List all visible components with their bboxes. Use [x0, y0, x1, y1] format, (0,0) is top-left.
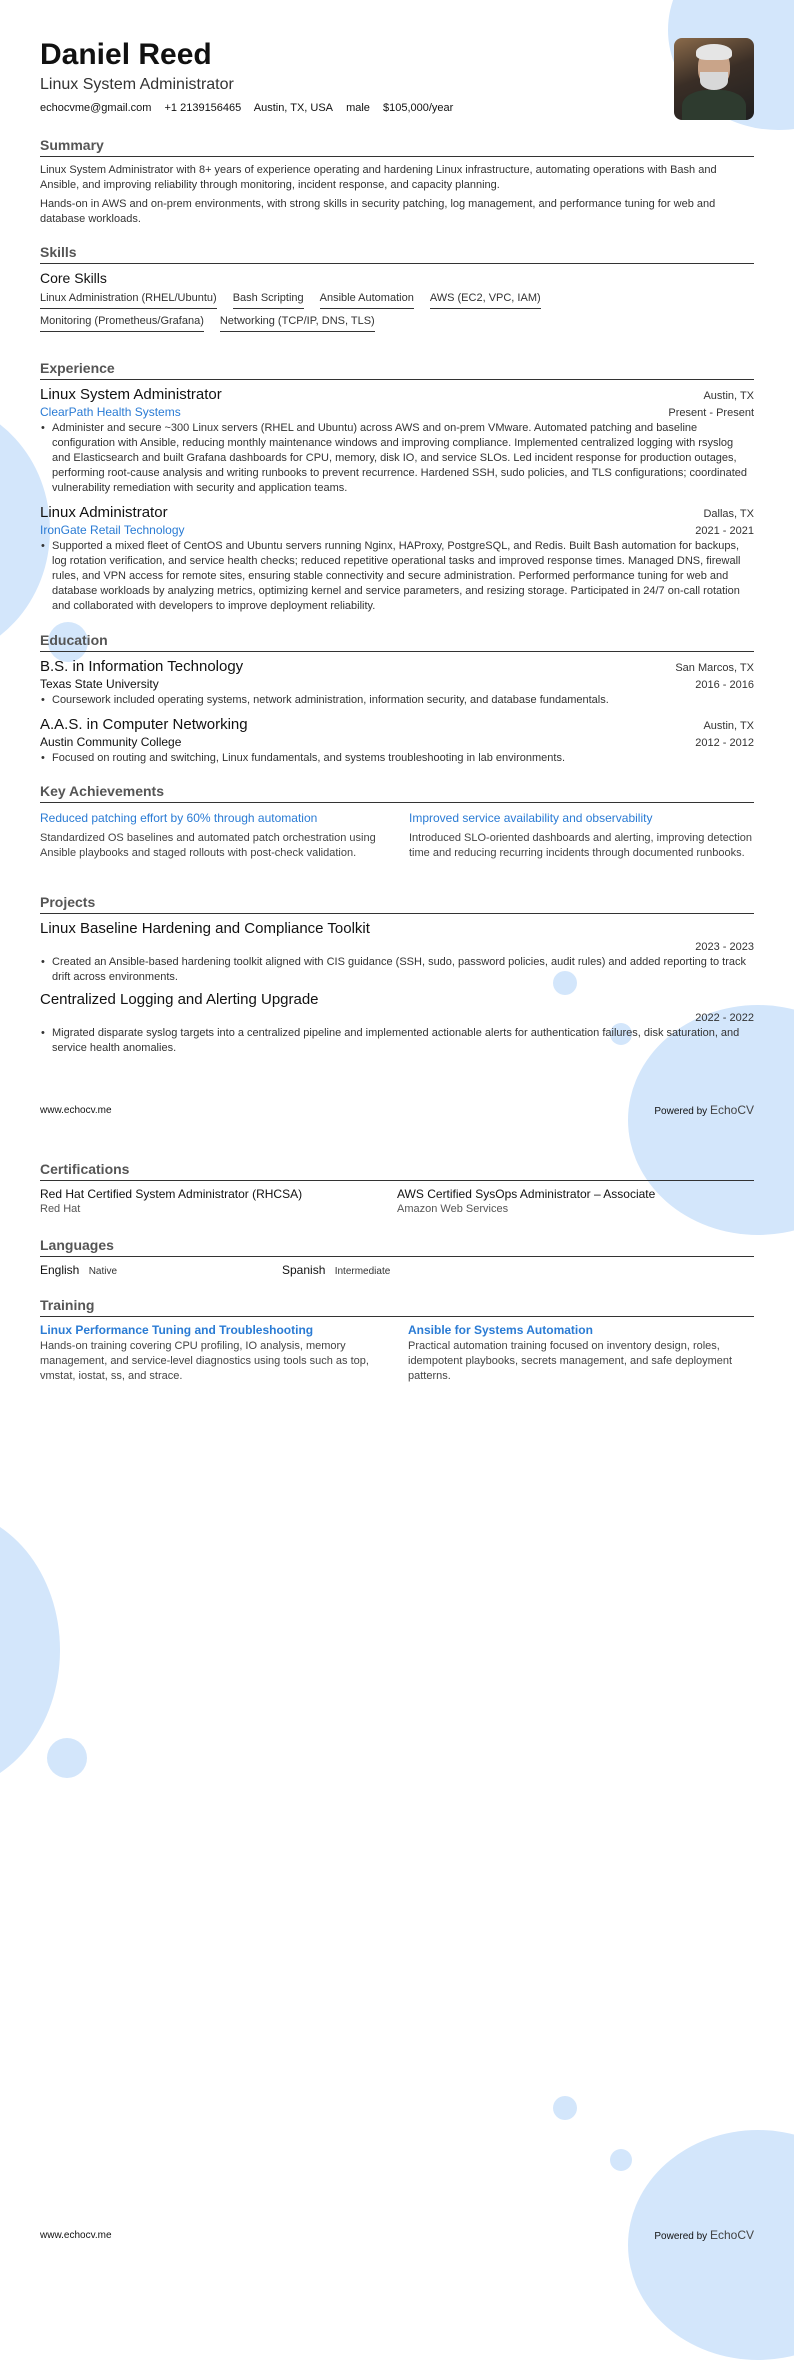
- achievement-title: Reduced patching effort by 60% through automation: [40, 811, 318, 825]
- job-location: Dallas, TX: [703, 508, 754, 520]
- section-title-summary: Summary: [40, 137, 754, 157]
- powered-by-label: Powered by: [654, 2231, 708, 2242]
- resume-header: [40, 38, 754, 114]
- job-dates: 2021 - 2021: [695, 525, 754, 537]
- project-title: Linux Baseline Hardening and Compliance Toolkit: [40, 920, 370, 937]
- section-title-projects: Projects: [40, 894, 754, 914]
- training-item: [408, 1323, 754, 1384]
- training-title: Linux Performance Tuning and Troubleshooting: [40, 1323, 314, 1337]
- language-level: Native: [88, 1266, 118, 1277]
- achievement-item: [40, 811, 385, 861]
- project-bullet: • Migrated disparate syslog targets into a centralized pipeline and implemented actionable alerts for authentication failures, disk saturation, and service health anomalies.: [40, 1026, 754, 1056]
- skills-section: [40, 244, 754, 332]
- language-item: [282, 1263, 524, 1277]
- certifications-grid: [40, 1187, 754, 1215]
- project-entry: [40, 920, 754, 985]
- education-degree: B.S. in Information Technology: [40, 658, 244, 675]
- skill-chip: Monitoring (Prometheus/Grafana): [40, 315, 204, 332]
- project-title: Centralized Logging and Alerting Upgrade: [40, 991, 319, 1008]
- education-location: San Marcos, TX: [675, 662, 754, 674]
- education-bullet: • Focused on routing and switching, Linux fundamentals, and systems troubleshooting in lab environments.: [40, 751, 754, 766]
- footer-site-link[interactable]: www.echocv.me: [40, 2230, 112, 2241]
- experience-section: [40, 360, 754, 614]
- footer-powered-by[interactable]: [654, 2228, 754, 2242]
- contact-phone[interactable]: +1 2139156465: [164, 102, 242, 114]
- skill-chip: AWS (EC2, VPC, IAM): [430, 292, 541, 309]
- certification-name: AWS Certified SysOps Administrator – Associate: [397, 1187, 656, 1201]
- job-dates: Present - Present: [668, 407, 754, 419]
- section-title-skills: Skills: [40, 244, 754, 264]
- candidate-name: Daniel Reed: [40, 38, 212, 71]
- language-item: [40, 1263, 282, 1277]
- certification-issuer: Red Hat: [40, 1203, 81, 1215]
- section-title-experience: Experience: [40, 360, 754, 380]
- training-section: [40, 1297, 754, 1384]
- education-dates: 2012 - 2012: [695, 737, 754, 749]
- contact-email[interactable]: echocvme@gmail.com: [40, 102, 152, 114]
- education-dates: 2016 - 2016: [695, 679, 754, 691]
- certification-name: Red Hat Certified System Administrator (RHCSA): [40, 1187, 303, 1201]
- training-title: Ansible for Systems Automation: [408, 1323, 593, 1337]
- project-dates: 2022 - 2022: [695, 1012, 754, 1024]
- footer-site-link[interactable]: www.echocv.me: [40, 1105, 112, 1116]
- project-bullet: • Created an Ansible-based hardening toolkit aligned with CIS guidance (SSH, sudo, password policies, audit rules) and added reporting to track drift across environments.: [40, 955, 754, 985]
- skill-chip: Networking (TCP/IP, DNS, TLS): [220, 315, 375, 332]
- job-title: Linux System Administrator: [40, 386, 222, 403]
- training-grid: [40, 1323, 754, 1384]
- education-section: [40, 632, 754, 766]
- job-title: Linux Administrator: [40, 504, 168, 521]
- section-title-achievements: Key Achievements: [40, 783, 754, 803]
- job-entry: [40, 504, 754, 614]
- education-location: Austin, TX: [703, 720, 754, 732]
- powered-by-label: Powered by: [654, 1106, 708, 1117]
- education-degree: A.A.S. in Computer Networking: [40, 716, 248, 733]
- contact-line: [40, 102, 754, 114]
- language-level: Intermediate: [334, 1266, 391, 1277]
- skills-group-title: Core Skills: [40, 270, 107, 286]
- languages-section: [40, 1237, 754, 1277]
- job-entry: [40, 386, 754, 496]
- skill-chip: Ansible Automation: [320, 292, 414, 309]
- job-company: ClearPath Health Systems: [40, 405, 181, 419]
- summary-section: [40, 137, 754, 227]
- brand-logo: EchoCV: [709, 1103, 754, 1117]
- languages-list: [40, 1263, 754, 1277]
- project-entry: [40, 991, 754, 1056]
- section-title-certifications: Certifications: [40, 1161, 754, 1181]
- training-item: [40, 1323, 386, 1384]
- contact-salary: $105,000/year: [382, 102, 454, 114]
- achievement-item: [409, 811, 754, 861]
- training-desc: Hands-on training covering CPU profiling, IO analysis, memory management, and service-level diagnostics using tools such as top, vmstat, iostat, ss, and strace.: [40, 1340, 369, 1382]
- education-school: Austin Community College: [40, 735, 182, 749]
- projects-section: [40, 894, 754, 1056]
- certification-item: [397, 1187, 754, 1215]
- achievement-desc: Standardized OS baselines and automated patch orchestration using Ansible playbooks and staged rollouts with post-check validation.: [40, 832, 376, 859]
- language-name: Spanish: [282, 1263, 326, 1277]
- education-bullet: • Coursework included operating systems, network administration, information security, and database fundamentals.: [40, 693, 754, 708]
- skills-list: [40, 292, 600, 332]
- section-title-training: Training: [40, 1297, 754, 1317]
- achievements-section: [40, 783, 754, 861]
- education-school: Texas State University: [40, 677, 159, 691]
- job-location: Austin, TX: [703, 390, 754, 402]
- job-bullet: • Supported a mixed fleet of CentOS and Ubuntu servers running Nginx, HAProxy, PostgreSQL, and Redis. Built Bash automation for backups, log rotation verification, and service health checks; reduced repetitive operational tasks and improved response times. Managed DNS, firewall rules, and VPN access for remote sites, ensuring stable connectivity and secure administration. Performed performance tuning for web and database workloads by analyzing metrics, optimizing kernel and service parameters, and resizing storage. Participated in 24/7 on-call rotation and collaborated with developers to improve deployment reliability.: [40, 539, 754, 614]
- resume-page-1: [0, 0, 794, 1123]
- section-title-education: Education: [40, 632, 754, 652]
- training-desc: Practical automation training focused on inventory design, roles, idempotent playbooks, secrets management, and safe deployment patterns.: [408, 1340, 733, 1382]
- job-company: IronGate Retail Technology: [40, 523, 185, 537]
- language-name: English: [40, 1263, 80, 1277]
- skill-chip: Linux Administration (RHEL/Ubuntu): [40, 292, 217, 309]
- certification-item: [40, 1187, 397, 1215]
- section-title-languages: Languages: [40, 1237, 754, 1257]
- summary-paragraph: Linux System Administrator with 8+ years of experience operating and hardening Linux infrastructure, automating operations with Bash and Ansible, and improving reliability through monitoring, incident response, and capacity planning.: [40, 164, 717, 191]
- project-dates: 2023 - 2023: [695, 941, 754, 953]
- achievement-title: Improved service availability and observability: [409, 811, 653, 825]
- education-entry: [40, 658, 754, 708]
- brand-logo: EchoCV: [709, 2228, 754, 2242]
- footer-powered-by[interactable]: [654, 1103, 754, 1117]
- job-bullet: • Administer and secure ~300 Linux servers (RHEL and Ubuntu) across AWS and on-prem VMware. Automated patching and baseline configuration with Ansible, reducing monthly maintenance windows and improving compliance. Implemented centralized logging with rsyslog and Elasticsearch and built Grafana dashboards for CPU, memory, disk IO, and service SLOs. Led incident response for production outages, performing root-cause analysis and writing runbooks to prevent recurrence. Hardened SSH, sudo policies, and TLS configurations; coordinated vulnerability remediation with security and application teams.: [40, 421, 754, 496]
- certification-issuer: Amazon Web Services: [397, 1203, 509, 1215]
- achievement-desc: Introduced SLO-oriented dashboards and alerting, improving detection time and reducing recurring incidents through documented runbooks.: [409, 832, 753, 859]
- education-entry: [40, 716, 754, 766]
- achievements-grid: [40, 811, 754, 861]
- contact-gender: male: [346, 102, 370, 114]
- certifications-section: [40, 1161, 754, 1215]
- skill-chip: Bash Scripting: [233, 292, 304, 309]
- candidate-title: Linux System Administrator: [40, 76, 234, 93]
- summary-paragraph: Hands-on in AWS and on-prem environments, with strong skills in security patching, log management, and performance tuning for web and database workloads.: [40, 198, 716, 225]
- resume-page-2: [0, 1123, 794, 2246]
- contact-location: Austin, TX, USA: [253, 102, 334, 114]
